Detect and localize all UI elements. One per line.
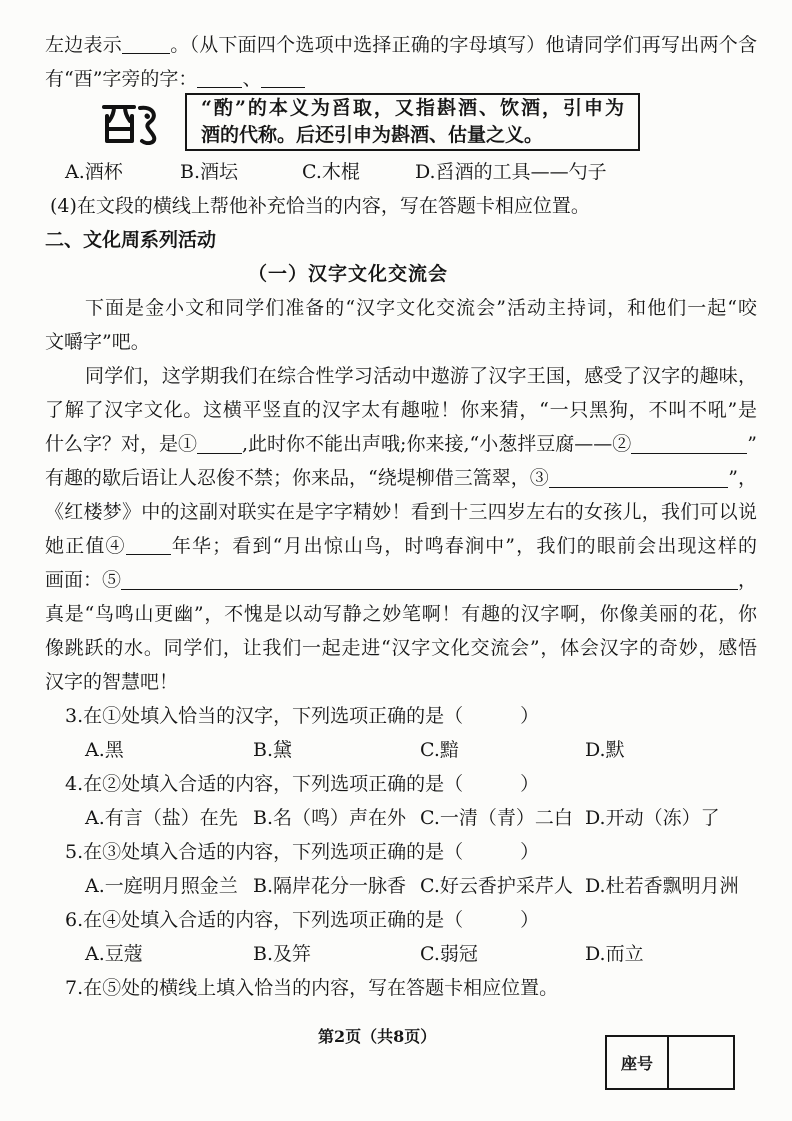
- section-subheading: （一）汉字文化交流会: [248, 263, 449, 285]
- question-3-stem: 3.在①处填入恰当的汉字，下列选项正确的是（ ）: [65, 705, 540, 727]
- answer-blank-char-1: [197, 87, 242, 88]
- intro-line-2: 文嚼字”吧。: [45, 331, 150, 353]
- script-line-6: [45, 529, 757, 563]
- option-d: D.而立: [585, 943, 644, 965]
- line-text: 画面：⑤: [45, 569, 122, 591]
- option-d: D.开动（冻）了: [585, 807, 720, 829]
- script-line-3: [45, 427, 757, 461]
- answer-blank-5: [121, 589, 738, 590]
- option-a: A.一庭明月照金兰: [85, 875, 238, 897]
- answer-blank-3: [549, 487, 729, 488]
- glyph-question-line-1: [45, 28, 757, 62]
- glyph-definition-row: [45, 96, 757, 155]
- subquestion-4: (4)在文段的横线上帮他补充恰当的内容，写在答题卡相应位置。: [50, 195, 590, 217]
- question-6-stem: 6.在④处填入合适的内容，下列选项正确的是（ ）: [65, 909, 540, 931]
- answer-blank-char-2: [261, 87, 305, 88]
- question-7-stem: 7.在⑤处的横线上填入恰当的内容，写在答题卡相应位置。: [65, 977, 559, 999]
- definition-line-2: 酒的代称。后还引申为斟酒、估量之义。: [201, 124, 544, 146]
- answer-blank-meaning: [122, 53, 170, 54]
- glyph-options-row: [45, 155, 757, 189]
- definition-line-1: “酌”的本义为舀取，又指斟酒、饮酒，引申为: [201, 97, 624, 119]
- line-text: 有“酉”字旁的字：: [45, 68, 198, 90]
- script-line-8: 真是“鸟鸣山更幽”，不愧是以动写静之妙笔啊！有趣的汉字啊，你像美丽的花，你: [45, 603, 757, 625]
- question-5-stem: 5.在③处填入合适的内容，下列选项正确的是（ ）: [65, 841, 540, 863]
- option-d: D.默: [585, 739, 625, 761]
- option-a: A.黑: [85, 739, 124, 761]
- intro-line-1: 下面是金小文和同学们准备的“汉字文化交流会”活动主持词，和他们一起“咬: [85, 297, 757, 319]
- script-line-1: 同学们，这学期我们在综合性学习活动中遨游了汉字王国，感受了汉字的趣味，: [85, 365, 757, 387]
- option-b: B.黛: [253, 739, 293, 761]
- page-number: 第2页（共8页）: [318, 1027, 437, 1046]
- question-5-options: [45, 869, 757, 903]
- option-c: C.木棍: [302, 161, 360, 183]
- seat-number-box: [605, 1035, 735, 1090]
- script-line-2: 了解了汉字文化。这横平竖直的汉字太有趣啦！你来猜，“一只黑狗，不叫不吼”是: [45, 399, 757, 421]
- seat-number-label: 座号: [607, 1037, 669, 1088]
- answer-blank-4: [126, 554, 171, 555]
- option-b: B.名（鸣）声在外: [253, 807, 407, 829]
- seat-number-field: [669, 1037, 733, 1088]
- line-text: ”，: [728, 467, 757, 489]
- script-line-10: 汉字的智慧吧！: [45, 671, 179, 693]
- line-text: 年华；看到“月出惊山鸟，时鸣春涧中”，我们的眼前会出现这样的: [170, 535, 757, 557]
- question-4-stem: 4.在②处填入合适的内容，下列选项正确的是（ ）: [65, 773, 540, 795]
- section-heading: 二、文化周系列活动: [45, 229, 217, 251]
- line-text: 。（从下面四个选项中选择正确的字母填写）他请同学们再写出两个含: [169, 34, 757, 56]
- option-a: A.豆蔻: [85, 943, 143, 965]
- option-a: A.酒杯: [65, 161, 123, 183]
- option-a: A.有言（盐）在先: [85, 807, 238, 829]
- question-4-options: [45, 801, 757, 835]
- option-b: B.酒坛: [180, 161, 239, 183]
- line-text: 她正值④: [45, 535, 126, 557]
- option-c: C.弱冠: [420, 943, 478, 965]
- option-b: B.及笄: [253, 943, 312, 965]
- answer-blank-1: [197, 453, 242, 454]
- option-c: C.好云香护采芹人: [420, 875, 573, 897]
- question-3-options: [45, 733, 757, 767]
- definition-box: [185, 93, 640, 151]
- question-6-options: [45, 937, 757, 971]
- line-text: ”: [747, 433, 757, 455]
- option-b: B.隔岸花分一脉香: [253, 875, 407, 897]
- script-line-4: [45, 461, 757, 495]
- page-content: [45, 28, 757, 1005]
- option-c: C.一清（青）二白: [420, 807, 573, 829]
- script-line-5: 《红楼梦》中的这副对联实在是字字精妙！看到十三四岁左右的女孩儿，我们可以说: [45, 501, 757, 523]
- glyph-question-line-2: [45, 62, 757, 96]
- option-c: C.黯: [420, 739, 459, 761]
- line-text: 有趣的歇后语让人忍俊不禁；你来品，“绕堤柳借三篙翠，③: [45, 467, 549, 489]
- answer-blank-2: [631, 453, 747, 454]
- line-text: ，: [737, 569, 757, 591]
- line-text: ,此时你不能出声哦;你来接,“小葱拌豆腐——②: [242, 433, 632, 455]
- line-text: 什么字？对，是①: [45, 433, 198, 455]
- separator: 、: [242, 68, 262, 90]
- ancient-zhuo-glyph: [101, 101, 163, 145]
- line-text: 左边表示: [45, 34, 122, 56]
- script-line-9: 像跳跃的水。同学们，让我们一起走进“汉字文化交流会”，体会汉字的奇妙，感悟: [45, 637, 757, 659]
- option-d: D.舀酒的工具——勺子: [415, 161, 607, 183]
- script-line-7: [45, 563, 757, 597]
- option-d: D.杜若香飘明月洲: [585, 875, 739, 897]
